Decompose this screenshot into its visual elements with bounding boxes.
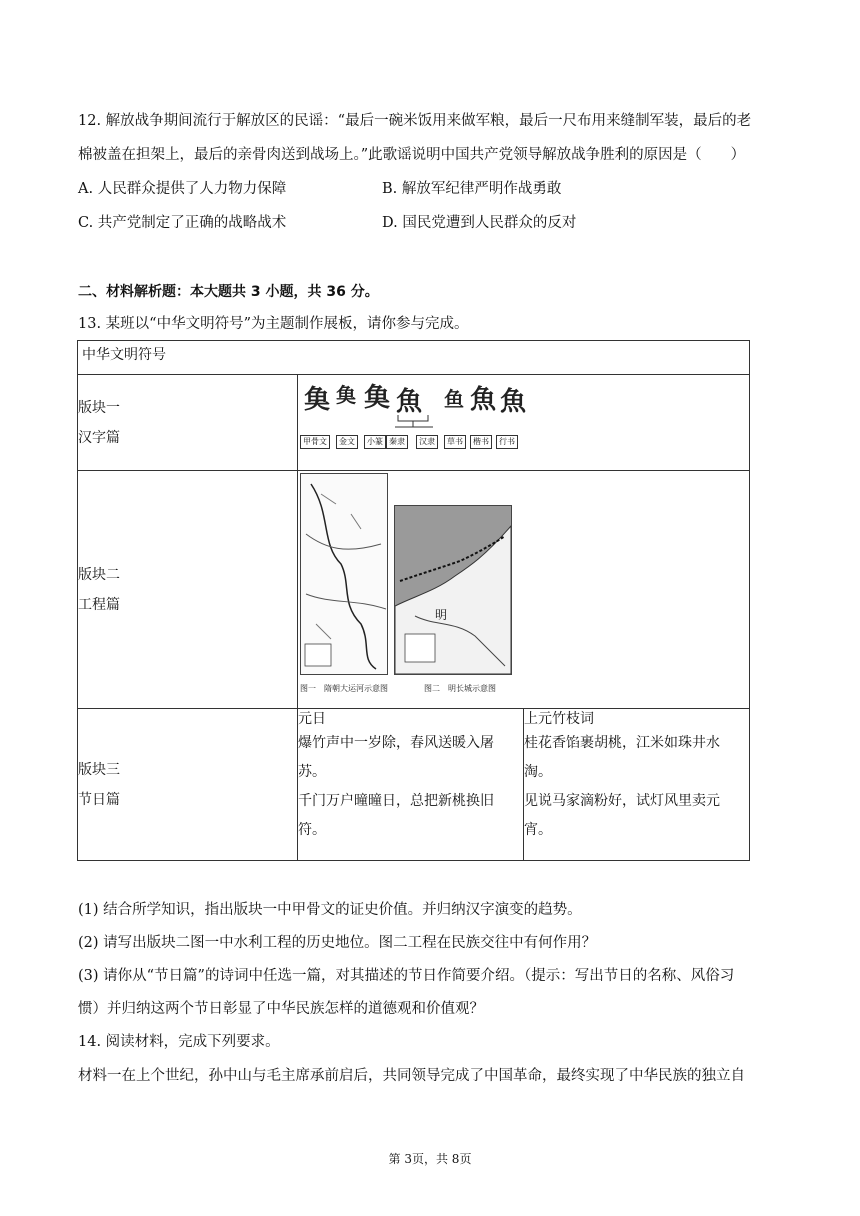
panel2-image (298, 471, 750, 709)
poem-shangyuan-line3: 见说马家滴粉好，试灯风里卖元 (524, 793, 720, 809)
tag-seal: 小篆 (364, 435, 386, 449)
tag-bronze: 金文 (336, 435, 358, 449)
tag-qin-li: 秦隶 (386, 435, 408, 449)
poem-yuanri-title: 元日 (298, 711, 326, 727)
q12-stem-line2: 棉被盖在担架上，最后的亲骨肉送到战场上。”此歌谣说明中国共产党领导解放战争胜利的原因是（ ） (78, 147, 746, 163)
panel3-label (78, 709, 298, 861)
grand-canal-map (300, 473, 388, 675)
q13-subquestion-3-line2: 惯）并归纳这两个节日彰显了中华民族怎样的道德观和价值观？ (78, 1001, 484, 1017)
bracket-lines (298, 413, 528, 433)
map-label-ming: 明 (435, 608, 448, 622)
poem-yuanri (298, 709, 524, 861)
poem-shangyuan (524, 709, 750, 861)
panel2-label-line1: 版块二 (78, 566, 120, 583)
table-title: 中华文明符号 (78, 341, 750, 375)
q13-subquestion-2: (2) 请写出版块二图一中水利工程的历史地位。图二工程在民族交往中有何作用？ (78, 935, 597, 951)
civilization-symbol-table (77, 340, 750, 861)
glyph-running: 魚 (500, 387, 527, 417)
q12-option-b: B. 解放军纪律严明作战勇敢 (382, 181, 562, 197)
panel3-label-line2: 节日篇 (78, 791, 120, 808)
q13-stem: 13. 某班以“中华文明符号”为主题制作展板，请你参与完成。 (78, 316, 469, 332)
tag-running: 行书 (496, 435, 518, 449)
panel1-image (298, 375, 750, 471)
glyph-oracle: 𩵋 (304, 385, 331, 415)
q12-option-a: A. 人民群众提供了人力物力保障 (78, 181, 287, 197)
q12-stem-line1: 12. 解放战争期间流行于解放区的民谣：“最后一碗米饭用来做军粮，最后一尺布用来缝制军装，最后的老 (78, 113, 752, 129)
panel2-label-line2: 工程篇 (78, 596, 120, 613)
panel2-label (78, 471, 298, 709)
glyph-qin-li: 魚 (396, 387, 423, 417)
q13-subquestion-3-line1: (3) 请你从“节日篇”的诗词中任选一篇，对其描述的节日作简要介绍。（提示：写出节日的名称、风俗习 (78, 968, 735, 984)
grand-canal-map-drawing (301, 474, 387, 674)
tag-oracle: 甲骨文 (300, 435, 330, 449)
section-heading: 二、材料解析题：本大题共 3 小题，共 36 分。 (78, 284, 379, 300)
glyph-cursive: 鱼 (444, 387, 464, 411)
q14-material-line1: 材料一在上个世纪，孙中山与毛主席承前启后，共同领导完成了中国革命，最终实现了中华民族的独立自 (78, 1068, 745, 1084)
poem-shangyuan-line1: 桂花香馅裹胡桃，江米如珠井水 (524, 735, 720, 751)
tag-cursive: 草书 (444, 435, 466, 449)
tag-regular: 楷书 (470, 435, 492, 449)
great-wall-map (394, 505, 512, 675)
poem-shangyuan-title: 上元竹枝词 (524, 711, 594, 727)
glyph-seal: 𩵋 (364, 383, 391, 413)
panel1-label-line2: 汉字篇 (78, 429, 120, 446)
great-wall-map-drawing (395, 506, 511, 674)
panel1-label (78, 375, 298, 471)
q13-subquestion-1: (1) 结合所学知识，指出版块一中甲骨文的证史价值。并归纳汉字演变的趋势。 (78, 902, 582, 918)
character-evolution-image (298, 375, 749, 470)
poem-yuanri-line1: 爆竹声中一岁除，春风送暖入屠 (298, 735, 494, 751)
poem-yuanri-line4: 符。 (298, 822, 326, 838)
engineering-maps-image (298, 471, 749, 708)
panel3-label-line1: 版块三 (78, 761, 120, 778)
q14-stem: 14. 阅读材料，完成下列要求。 (78, 1034, 280, 1050)
panel1-label-line1: 版块一 (78, 399, 120, 416)
poem-yuanri-line2: 苏。 (298, 764, 326, 780)
poem-shangyuan-line4: 宵。 (524, 822, 552, 838)
poem-yuanri-line3: 千门万户曈曈日，总把新桃换旧 (298, 793, 494, 809)
caption-fig1: 图一 隋朝大运河示意图 (300, 684, 388, 693)
q12-option-d: D. 国民党遭到人民群众的反对 (382, 215, 577, 231)
glyph-regular: 魚 (470, 385, 497, 415)
glyph-bronze: 𩵋 (336, 383, 356, 407)
poem-shangyuan-line2: 淘。 (524, 764, 552, 780)
caption-fig2: 图二 明长城示意图 (424, 684, 496, 693)
tag-han-li: 汉隶 (416, 435, 438, 449)
page-footer: 第 3页，共 8页 (388, 1152, 472, 1166)
q12-option-c: C. 共产党制定了正确的战略战术 (78, 215, 287, 231)
